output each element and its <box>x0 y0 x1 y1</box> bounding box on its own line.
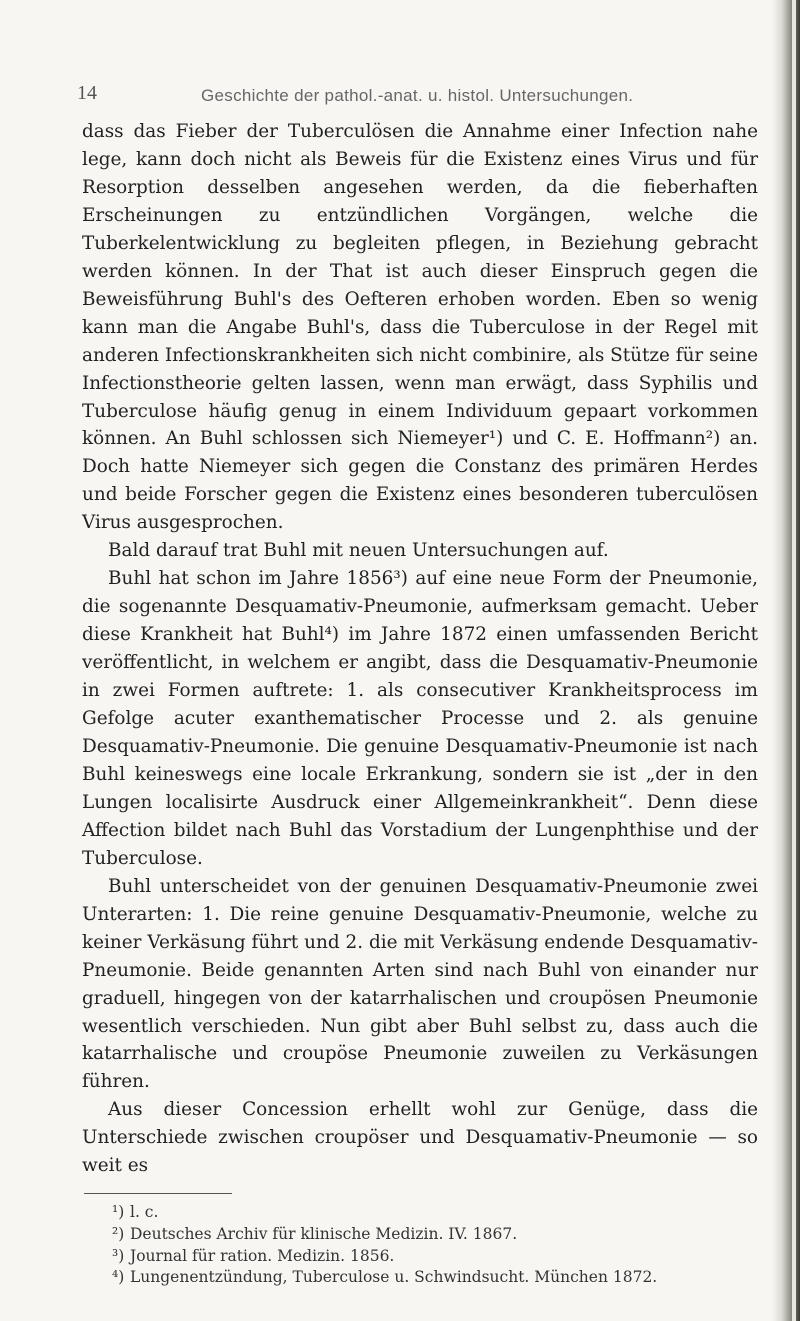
page-edge-shadow <box>772 0 800 1321</box>
footnote <box>112 1224 752 1246</box>
footnote <box>112 1246 752 1268</box>
paragraph: Buhl hat schon im Jahre 1856³) auf eine neue Form der Pneumonie, die sogenannte Desquamativ-Pneumonie, aufmerksam gemacht. Ueber diese Krankheit hat Buhl⁴) im Jahre 1872 einen umfassenden Bericht veröffentlicht, in welchem er angibt, dass die Desquamativ-Pneumonie in zwei Formen auftrete: 1. als consecutiver Krankheitsprocess im Gefolge acuter exanthematischer Processe und 2. als genuine Desquamativ-Pneumonie. Die genuine Desquamativ-Pneumonie ist nach Buhl keineswegs eine locale Erkrankung, sondern sie ist „der in den Lungen localisirte Ausdruck einer Allgemeinkrankheit“. Denn diese Affection bildet nach Buhl das Vorstadium der Lungenphthise und der Tuberculose. <box>82 568 758 869</box>
footnote-mark: ³) <box>112 1246 125 1265</box>
footnote <box>112 1267 752 1289</box>
footnote-text: Lungenentzündung, Tuberculose u. Schwindsucht. München 1872. <box>130 1268 658 1287</box>
footnote-mark: ²) <box>112 1224 125 1243</box>
footnote-text: Journal für ration. Medizin. 1856. <box>130 1246 395 1265</box>
footnote-mark: ⁴) <box>112 1268 125 1287</box>
page-header <box>77 82 757 112</box>
footnote <box>112 1202 752 1224</box>
running-head: Geschichte der pathol.-anat. u. histol. Untersuchungen. <box>201 86 634 105</box>
paragraph: Bald darauf trat Buhl mit neuen Untersuchungen auf. <box>108 540 609 562</box>
footnote-text: Deutsches Archiv für klinische Medizin. IV. 1867. <box>130 1224 518 1243</box>
page-number: 14 <box>77 82 97 104</box>
footnote-mark: ¹) <box>112 1203 125 1221</box>
page-edge-highlight <box>792 0 796 1321</box>
footnote-rule <box>84 1193 232 1194</box>
paragraph: Aus dieser Concession erhellt wohl zur Genüge, dass die Unterschiede zwischen croupöser und Desquamativ-Pneumonie — so weit es <box>82 1099 758 1177</box>
footnotes <box>112 1202 752 1289</box>
body-text <box>82 118 758 1180</box>
paragraph: Buhl unterscheidet von der genuinen Desquamativ-Pneumonie zwei Unterarten: 1. Die reine genuine Desquamativ-Pneumonie, welche zu keiner Verkäsung führt und 2. die mit Verkäsung endende Desquamativ-Pneumonie. Beide genannten Arten sind nach Buhl von einander nur graduell, hingegen von der katarrhalischen und croupösen Pneumonie wesentlich verschieden. Nun gibt aber Buhl selbst zu, dass auch die katarrhalische und croupöse Pneumonie zuweilen zu Verkäsungen führen. <box>82 875 758 1093</box>
footnote-text: l. c. <box>130 1203 159 1221</box>
paragraph: dass das Fieber der Tuberculösen die Annahme einer Infection nahe lege, kann doch nicht als Beweis für die Existenz eines Virus und für Resorption desselben angesehen werden, da die fieberhaften Erscheinungen zu entzündlichen Vorgängen, welche die Tuberkelentwicklung zu begleiten pflegen, in Beziehung gebracht werden können. In der That ist auch dieser Einspruch gegen die Beweisführung Buhl's des Oefteren erhoben worden. Eben so wenig kann man die Angabe Buhl's, dass die Tuberculose in der Regel mit anderen Infectionskrankheiten sich nicht combinire, als Stütze für seine Infectionstheorie gelten lassen, wenn man erwägt, dass Syphilis und Tuberculose häufig genug in einem Individuum gepaart vorkommen können. An Buhl schlossen sich Niemeyer¹) und C. E. Hoffmann²) an. Doch hatte Niemeyer sich gegen die Constanz des primären Herdes und beide Forscher gegen die Existenz eines besonderen tuberculösen Virus ausgesprochen. <box>82 121 758 534</box>
